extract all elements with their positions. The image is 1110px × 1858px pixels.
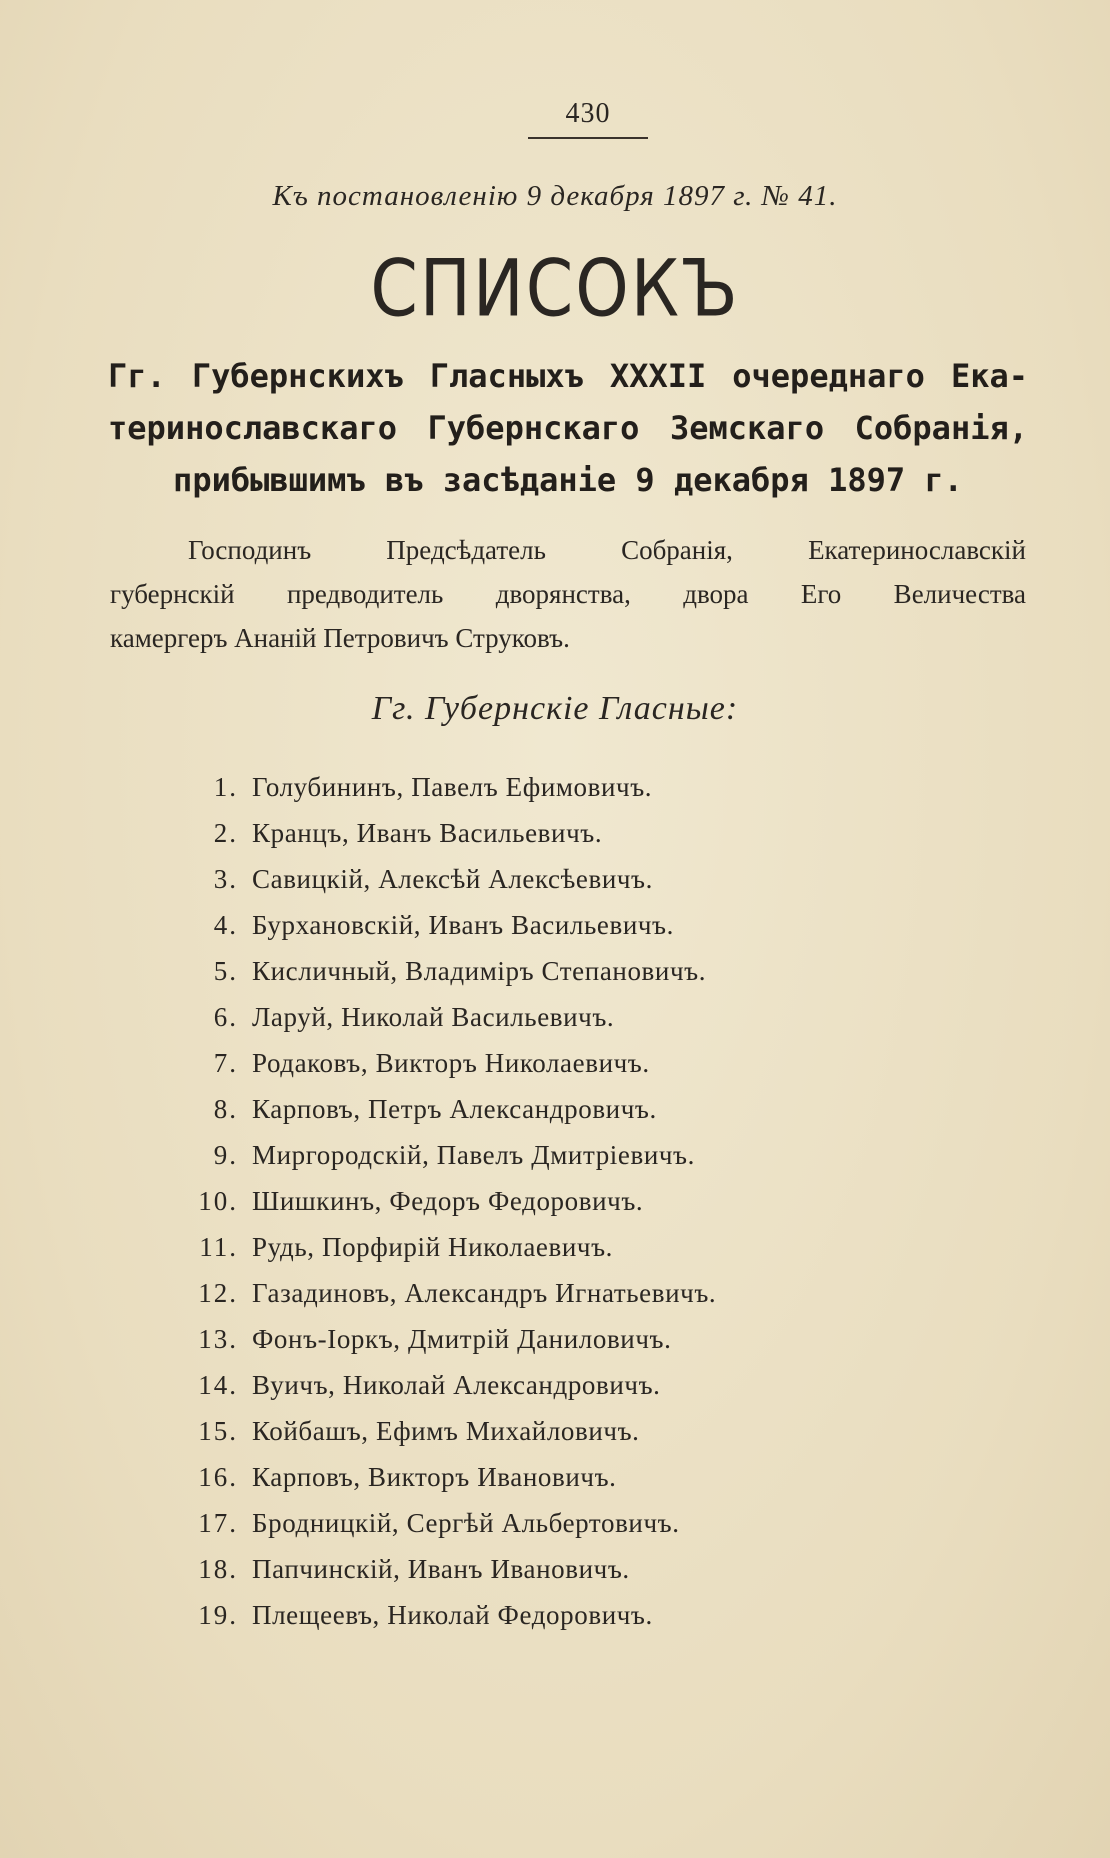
list-item — [160, 1316, 960, 1362]
member-number: 13. — [198, 1324, 238, 1354]
member-number: 14. — [198, 1370, 238, 1400]
member-number: 4. — [213, 910, 238, 940]
document-subtitle — [108, 350, 1028, 506]
member-name: Рудь, Порфирій Николаевичъ. — [252, 1232, 613, 1262]
member-number: 5. — [213, 956, 238, 986]
member-number: 2. — [213, 818, 238, 848]
member-number: 16. — [198, 1462, 238, 1492]
list-item — [160, 856, 960, 902]
member-number: 12. — [198, 1278, 238, 1308]
member-number: 1. — [213, 772, 238, 802]
member-number: 17. — [198, 1508, 238, 1538]
resolution-reference: Къ постановленію 9 декабря 1897 г. № 41. — [272, 180, 838, 212]
member-name: Карповъ, Петръ Александровичъ. — [252, 1094, 657, 1124]
chairman-line: Господинъ Предсѣдатель Собранія, Екатеринославскій — [188, 535, 1026, 565]
document-title: СПИСОКЪ — [370, 244, 740, 335]
member-name: Кисличный, Владиміръ Степановичъ. — [252, 956, 707, 986]
member-name: Кранцъ, Иванъ Васильевичъ. — [252, 818, 603, 848]
member-name: Койбашъ, Ефимъ Михайловичъ. — [252, 1416, 640, 1446]
list-item — [160, 1500, 960, 1546]
member-name: Бурхановскій, Иванъ Васильевичъ. — [252, 910, 674, 940]
member-number: 15. — [198, 1416, 238, 1446]
chairman-paragraph — [110, 528, 1026, 660]
list-item — [160, 1086, 960, 1132]
list-item — [160, 1132, 960, 1178]
list-item — [160, 1224, 960, 1270]
member-name: Карповъ, Викторъ Ивановичъ. — [252, 1462, 617, 1492]
list-item — [160, 810, 960, 856]
member-number: 8. — [213, 1094, 238, 1124]
member-name: Плещеевъ, Николай Федоровичъ. — [252, 1600, 653, 1630]
chairman-line: губернскій предводитель дворянства, двора Его Величества — [110, 579, 1026, 609]
list-item — [160, 948, 960, 994]
members-list — [160, 764, 960, 1638]
list-item — [160, 1408, 960, 1454]
page-number-rule — [528, 137, 648, 139]
list-item — [160, 764, 960, 810]
list-item — [160, 994, 960, 1040]
member-number: 18. — [198, 1554, 238, 1584]
member-name: Миргородскій, Павелъ Дмитріевичъ. — [252, 1140, 695, 1170]
member-name: Голубининъ, Павелъ Ефимовичъ. — [252, 772, 653, 802]
member-name: Шишкинъ, Федоръ Федоровичъ. — [252, 1186, 644, 1216]
page-number: 430 — [565, 98, 611, 129]
member-name: Папчинскій, Иванъ Ивановичъ. — [252, 1554, 630, 1584]
list-item — [160, 1270, 960, 1316]
list-item — [160, 1454, 960, 1500]
member-number: 7. — [213, 1048, 238, 1078]
list-item — [160, 1178, 960, 1224]
list-item — [160, 902, 960, 948]
list-item — [160, 1592, 960, 1638]
subtitle-line: прибывшимъ въ засѣданіе 9 декабря 1897 г. — [173, 461, 963, 499]
member-name: Родаковъ, Викторъ Николаевичъ. — [252, 1048, 650, 1078]
list-item — [160, 1362, 960, 1408]
list-item — [160, 1546, 960, 1592]
subtitle-line: теринославскаго Губернскаго Земскаго Собранія, — [108, 409, 1028, 447]
section-heading: Гг. Губернскіе Гласные: — [371, 690, 739, 727]
subtitle-line: Гг. Губернскихъ Гласныхъ XXXII очереднаго Ека- — [108, 357, 1028, 395]
member-name: Ларуй, Николай Васильевичъ. — [252, 1002, 615, 1032]
member-number: 3. — [213, 864, 238, 894]
member-number: 9. — [213, 1140, 238, 1170]
member-name: Газадиновъ, Александръ Игнатьевичъ. — [252, 1278, 717, 1308]
list-item — [160, 1040, 960, 1086]
member-number: 11. — [199, 1232, 238, 1262]
member-name: Бродницкій, Сергѣй Альбертовичъ. — [252, 1508, 680, 1538]
member-number: 6. — [213, 1002, 238, 1032]
member-name: Фонъ-Іоркъ, Дмитрій Даниловичъ. — [252, 1324, 672, 1354]
chairman-line: камергеръ Ананій Петровичъ Струковъ. — [110, 623, 570, 653]
member-number: 10. — [198, 1186, 238, 1216]
member-name: Савицкій, Алексѣй Алексѣевичъ. — [252, 864, 653, 894]
member-name: Вуичъ, Николай Александровичъ. — [252, 1370, 661, 1400]
member-number: 19. — [198, 1600, 238, 1630]
